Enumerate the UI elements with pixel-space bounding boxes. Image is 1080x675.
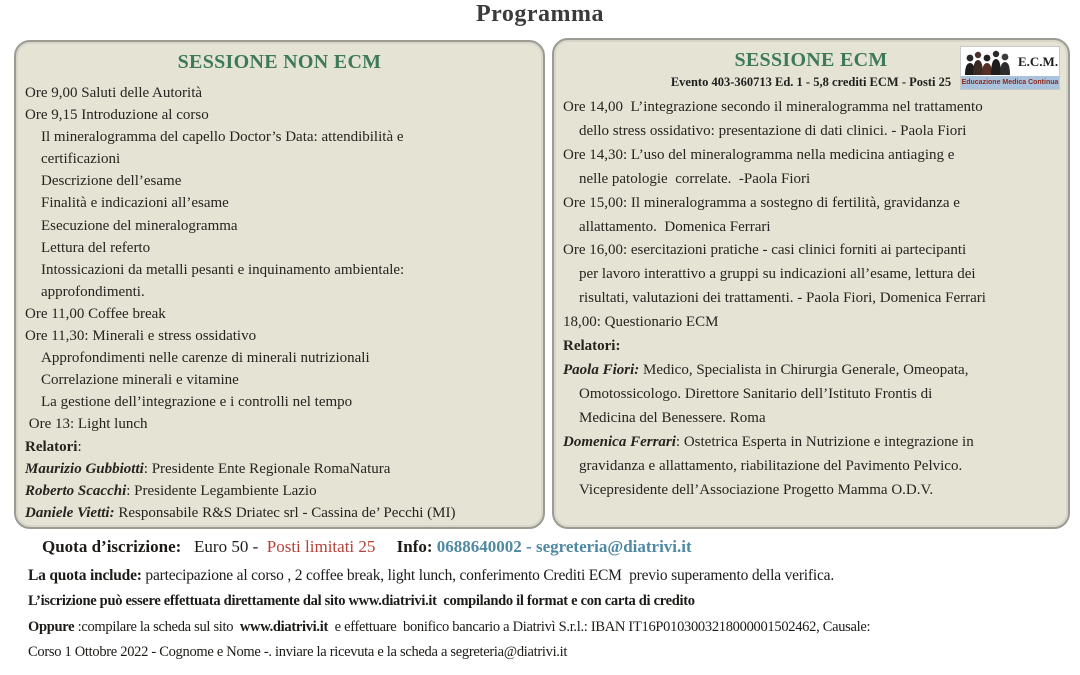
text-segment: Il mineralogramma del capello Doctor’s Data: attendibilità e xyxy=(41,129,404,146)
session-ecm-header: SESSIONE ECM xyxy=(734,49,888,71)
program-line xyxy=(25,281,537,303)
footer-line xyxy=(42,537,1080,557)
text-segment: Euro 50 - xyxy=(181,537,267,556)
ecm-logo xyxy=(960,46,1060,90)
text-segment: : Presidente Legambiente Lazio xyxy=(126,482,317,499)
program-line xyxy=(563,168,1062,192)
program-line xyxy=(563,263,1062,287)
text-segment: approfondimenti. xyxy=(41,283,145,300)
program-line xyxy=(25,259,537,281)
session-non-ecm-panel xyxy=(14,40,545,529)
footer-line xyxy=(28,644,1080,661)
text-segment: Relatori xyxy=(25,438,78,455)
text-segment: Descrizione dell’esame xyxy=(41,173,182,190)
program-line xyxy=(563,383,1062,407)
program-line xyxy=(25,170,537,192)
people-group-icon xyxy=(963,49,1015,75)
session-non-ecm-program xyxy=(16,77,543,524)
text-segment: Roberto Scacchi xyxy=(25,482,127,499)
text-segment: Ore 14,00 L’integrazione secondo il mineralogramma nel trattamento xyxy=(563,99,983,115)
text-segment: Omotossicologo. Direttore Sanitario dell’Istituto Frontis di xyxy=(579,385,933,402)
program-line xyxy=(563,335,1062,359)
text-segment: compilando il format e con carta di credito xyxy=(436,593,695,609)
text-segment: per lavoro interattivo a gruppi su indicazioni all’esame, lettura dei xyxy=(579,266,976,283)
text-segment: Finalità e indicazioni all’esame xyxy=(41,195,229,212)
program-line xyxy=(25,480,537,502)
text-segment: Oppure xyxy=(28,619,78,635)
program-line xyxy=(25,82,537,104)
text-segment: Daniele Vietti: xyxy=(25,504,115,521)
session-ecm-program xyxy=(554,91,1068,502)
program-line xyxy=(563,144,1062,168)
text-segment: gravidanza e allattamento, riabilitazione del Pavimento Pelvico. xyxy=(579,457,963,474)
footer-line xyxy=(28,593,1080,610)
text-segment: risultati, valutazioni dei trattamenti. - Paola Fiori, Domenica Ferrari xyxy=(579,290,986,307)
program-line xyxy=(563,120,1062,144)
program-line xyxy=(25,325,537,347)
text-segment: Ore 9,00 Saluti delle Autorità xyxy=(25,85,203,101)
program-line xyxy=(25,436,537,458)
text-segment: Ore 9,15 Introduzione al corso xyxy=(25,107,209,124)
text-segment: Ore 15,00: Il mineralogramma a sostegno di fertilità, gravidanza e xyxy=(563,194,960,211)
text-segment: La quota include: xyxy=(28,567,142,584)
footer-line xyxy=(28,567,1080,585)
text-segment: Quota d’iscrizione: xyxy=(42,537,182,556)
text-segment: Esecuzione del mineralogramma xyxy=(41,217,238,234)
text-segment: Ore 16,00: esercitazioni pratiche - casi clinici forniti ai partecipanti xyxy=(563,242,967,259)
text-segment: Correlazione minerali e vitamine xyxy=(41,372,239,389)
text-segment: Ore 11,00 Coffee break xyxy=(25,305,166,322)
text-segment: Ore 13: Light lunch xyxy=(25,416,148,433)
text-segment: Paola Fiori: xyxy=(563,361,640,378)
program-line xyxy=(563,407,1062,431)
text-segment: www.diatrivi.it xyxy=(348,593,437,609)
text-segment: nelle patologie correlate. -Paola Fiori xyxy=(579,170,811,187)
ecm-logo-band: Educazione Medica Continua xyxy=(961,76,1059,89)
program-line xyxy=(25,192,537,214)
registration-info-footer xyxy=(0,537,1080,661)
program-line xyxy=(25,303,537,325)
session-ecm-panel xyxy=(552,38,1070,529)
text-segment: Relatori: xyxy=(563,338,621,355)
program-line xyxy=(563,239,1062,263)
text-segment: :compilare la scheda sul sito xyxy=(77,619,240,635)
text-segment: dello stress ossidativo: presentazione di dati clinici. - Paola Fiori xyxy=(579,122,967,139)
text-segment: Info: xyxy=(396,537,437,556)
program-line xyxy=(563,311,1062,335)
text-segment: Lettura del referto xyxy=(41,239,151,256)
program-line xyxy=(25,347,537,369)
program-line xyxy=(25,148,537,170)
text-segment: Medico, Specialista in Chirurgia Generale, Omeopata, xyxy=(639,361,969,378)
text-segment: Intossicazioni da metalli pesanti e inquinamento ambientale: xyxy=(41,261,405,278)
text-segment: : xyxy=(77,438,82,455)
text-segment: certificazioni xyxy=(41,151,121,168)
program-line xyxy=(563,431,1062,455)
text-segment: Approfondimenti nelle carenze di minerali nutrizionali xyxy=(41,350,370,367)
session-non-ecm-header: SESSIONE NON ECM xyxy=(177,51,382,73)
program-line xyxy=(25,391,537,413)
footer-line xyxy=(28,619,1080,636)
text-segment: allattamento. Domenica Ferrari xyxy=(579,218,771,235)
program-line xyxy=(25,502,537,524)
program-line xyxy=(563,216,1062,240)
text-segment: Posti limitati 25 xyxy=(266,537,376,556)
program-line xyxy=(563,479,1062,503)
text-segment: Domenica Ferrari xyxy=(563,433,676,450)
page-title: Programma xyxy=(475,1,604,27)
program-line xyxy=(25,237,537,259)
text-segment: Vicepresidente dell’Associazione Progetto Mamma O.D.V. xyxy=(579,481,934,498)
program-line xyxy=(25,369,537,391)
program-line xyxy=(25,104,537,126)
program-line xyxy=(563,287,1062,311)
text-segment: Maurizio Gubbiotti xyxy=(25,460,144,477)
text-segment: 0688640002 - segreteria@diatrivi.it xyxy=(436,537,692,556)
text-segment: Corso 1 Ottobre 2022 - Cognome e Nome -. inviare la ricevuta e la scheda a segreteria@diatrivi.it xyxy=(28,644,568,660)
program-line xyxy=(25,413,537,435)
text-segment: L’iscrizione può essere effettuata direttamente dal sito xyxy=(28,593,349,609)
text-segment: : Presidente Ente Regionale RomaNatura xyxy=(143,460,391,477)
program-line xyxy=(25,458,537,480)
program-line xyxy=(563,192,1062,216)
text-segment xyxy=(375,537,396,556)
ecm-logo-text: E.C.M. xyxy=(1018,53,1059,69)
text-segment: www.diatrivi.it xyxy=(239,619,328,635)
program-line xyxy=(563,455,1062,479)
text-segment: Responsabile R&S Driatec srl - Cassina de’ Pecchi (MI) xyxy=(114,504,456,521)
ecm-event-info: Evento 403-360713 Ed. 1 - 5,8 crediti ECM - Posti 25 xyxy=(670,75,952,89)
text-segment: e effettuare bonifico bancario a Diatrivì S.r.l.: IBAN IT16P0103003218000001502462, Causale: xyxy=(328,619,871,635)
text-segment: : Ostetrica Esperta in Nutrizione e integrazione in xyxy=(675,433,974,450)
text-segment: Ore 14,30: L’uso del mineralogramma nella medicina antiaging e xyxy=(563,146,955,163)
program-line xyxy=(563,359,1062,383)
text-segment: La gestione dell’integrazione e i controlli nel tempo xyxy=(41,394,353,411)
program-line xyxy=(25,126,537,148)
text-segment: 18,00: Questionario ECM xyxy=(563,314,719,331)
text-segment: Medicina del Benessere. Roma xyxy=(579,409,766,426)
program-line xyxy=(563,96,1062,120)
text-segment: partecipazione al corso , 2 coffee break, light lunch, conferimento Crediti ECM previo superamento della verifica. xyxy=(141,567,835,584)
program-line xyxy=(25,215,537,237)
ecm-logo-top xyxy=(961,47,1059,76)
text-segment: Ore 11,30: Minerali e stress ossidativo xyxy=(25,328,257,345)
